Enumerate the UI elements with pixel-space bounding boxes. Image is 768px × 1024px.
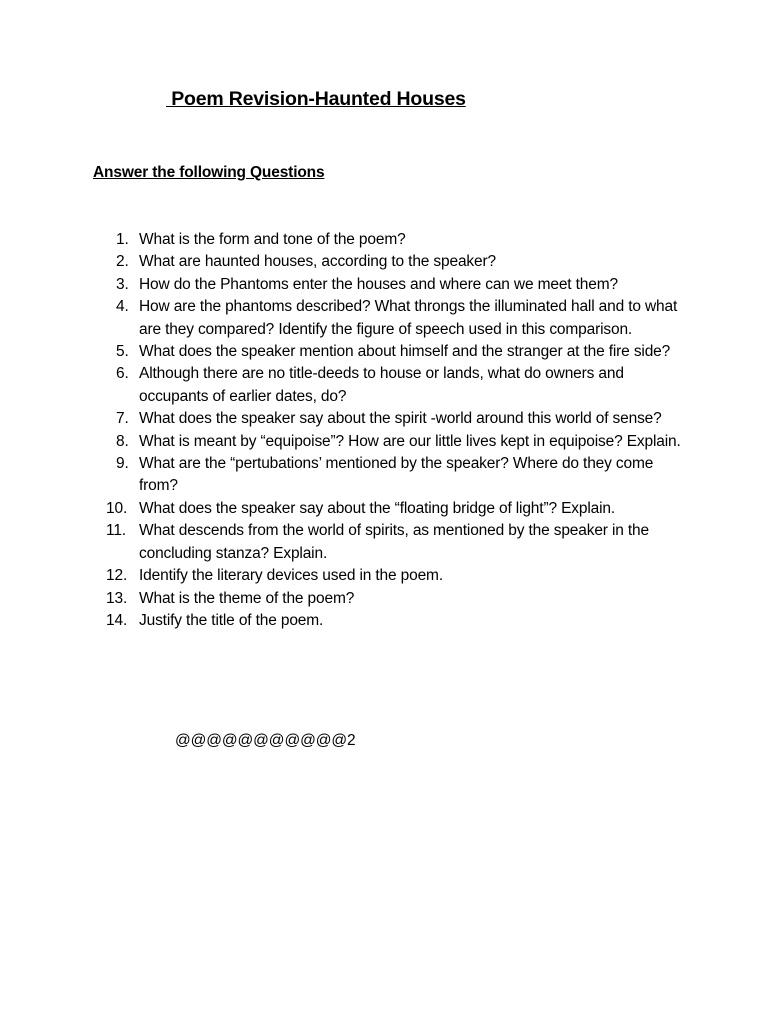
question-item: [110, 274, 690, 296]
question-number: 11.: [106, 522, 126, 540]
question-text: What are haunted houses, according to the speaker?: [139, 253, 496, 271]
question-item: [106, 520, 690, 565]
page-title: Poem Revision-Haunted Houses: [166, 88, 466, 110]
question-item: [106, 565, 690, 587]
question-item: [106, 588, 690, 610]
question-item: [110, 431, 690, 453]
question-item: [110, 296, 690, 341]
question-number: 4.: [116, 298, 129, 316]
question-item: [110, 363, 690, 408]
footer-marks: @@@@@@@@@@@2: [175, 732, 356, 749]
question-number: 5.: [116, 343, 129, 361]
section-heading: Answer the following Questions: [93, 164, 325, 181]
question-number: 14.: [106, 611, 128, 629]
question-text: What is meant by “equipoise”? How are our little lives kept in equipoise? Explain.: [139, 432, 681, 450]
question-text: Identify the literary devices used in the poem.: [139, 567, 443, 585]
question-number: 8.: [116, 432, 129, 450]
question-number: 3.: [116, 275, 129, 293]
question-number: 9.: [116, 455, 129, 473]
question-number: 1.: [116, 231, 129, 248]
question-text: Justify the title of the poem.: [139, 611, 324, 629]
question-number: 6.: [116, 365, 129, 383]
question-number: 2.: [116, 253, 129, 271]
question-number: 12.: [106, 567, 128, 585]
question-text: What does the speaker say about the spirit -world around this world of sense?: [139, 410, 662, 428]
question-item: [106, 610, 690, 632]
question-number: 10.: [106, 499, 128, 517]
question-text: What descends from the world of spirits, as mentioned by the speaker in the concluding stanza? Explain.: [139, 522, 649, 562]
question-text: Although there are no title-deeds to house or lands, what do owners and occupants of earlier dates, do?: [139, 365, 624, 405]
question-text: What are the “pertubations’ mentioned by the speaker? Where do they come from?: [139, 455, 654, 495]
question-text: What does the speaker say about the “floating bridge of light”? Explain.: [139, 499, 616, 517]
question-list: [106, 229, 690, 632]
question-text: What is the theme of the poem?: [139, 589, 355, 607]
question-item: [110, 251, 690, 273]
question-number: 13.: [106, 589, 128, 607]
question-number: 7.: [116, 410, 129, 428]
question-text: How do the Phantoms enter the houses and where can we meet them?: [139, 275, 618, 293]
question-item: [110, 408, 690, 430]
question-item: [106, 498, 690, 520]
question-item: [110, 453, 690, 498]
question-item: [110, 229, 690, 251]
question-text: How are the phantoms described? What throngs the illuminated hall and to what are they compared? Identify the figure of speech used in this comparison.: [139, 298, 678, 338]
question-text: What is the form and tone of the poem?: [139, 231, 406, 248]
question-item: [110, 341, 690, 363]
question-text: What does the speaker mention about himself and the stranger at the fire side?: [139, 343, 671, 361]
